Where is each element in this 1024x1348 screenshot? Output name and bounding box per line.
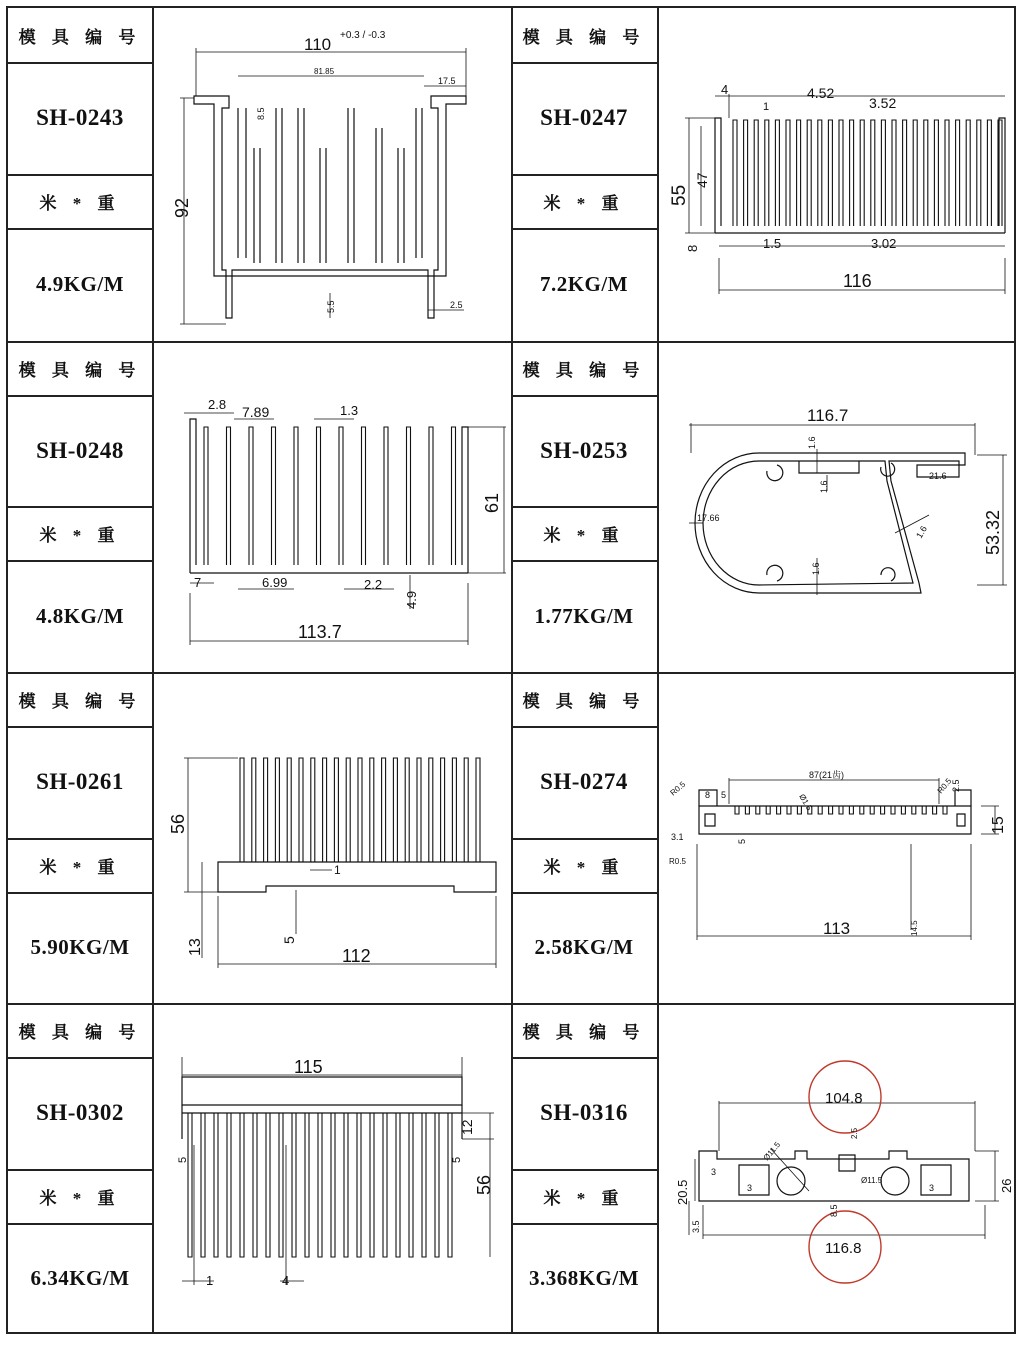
fin (275, 758, 279, 862)
fin (818, 120, 822, 226)
dim-wall: 2.8 (208, 397, 227, 412)
weight-value: 3.368KG/M (528, 1266, 640, 1290)
dim-height: 55 (669, 184, 690, 206)
fin (294, 427, 298, 565)
dim-inner: 81.85 (314, 67, 335, 76)
dim-i: 3.5 (691, 1220, 701, 1233)
dim-width: 115 (294, 1057, 323, 1077)
fin (204, 427, 208, 565)
fin (323, 758, 327, 862)
dim-base: 13 (187, 938, 204, 956)
weight-value: 4.8KG/M (35, 603, 125, 628)
dim-tolerance: +0.3 / -0.3 (340, 30, 386, 41)
fin (903, 120, 907, 226)
fin (766, 806, 770, 814)
dim-height: 15 (990, 816, 1007, 834)
dim-d: 2.5 (951, 779, 961, 792)
fin (305, 1113, 309, 1257)
weight-label: 米 * 重 (543, 1188, 625, 1208)
dim-width: 113 (823, 919, 851, 938)
dim-wall: 4 (721, 82, 729, 97)
dim-base-left: 7 (194, 575, 202, 590)
fin (818, 806, 822, 814)
fin (188, 1113, 192, 1257)
dim-slot: 8.5 (256, 107, 266, 120)
fin (860, 120, 864, 226)
dim-top: 104.8 (825, 1090, 863, 1107)
mold-code: SH-0248 (36, 437, 124, 463)
fin (405, 758, 409, 862)
dim-step-right: 5 (451, 1156, 463, 1163)
fin (396, 1113, 400, 1257)
dim-gap: 6.99 (262, 575, 288, 590)
dim-fin: 1.3 (340, 403, 359, 418)
dim-gap: 3.52 (869, 95, 897, 111)
dim-width: 113.7 (298, 622, 342, 642)
profile-drawing-sh-0302 (154, 1005, 510, 1333)
dim-gap-base: 3.02 (871, 236, 897, 251)
dim-height: 26 (999, 1178, 1014, 1193)
mold-code: SH-0316 (540, 1100, 628, 1125)
mold-code: SH-0261 (36, 769, 124, 794)
fin (839, 806, 843, 814)
profile-drawing-sh-0248 (154, 343, 510, 671)
weight-value: 5.90KG/M (30, 935, 130, 959)
fin (417, 758, 421, 862)
fin (913, 120, 917, 226)
weight-label: 米 * 重 (543, 857, 625, 877)
dim-wall-top: 1.6 (807, 436, 817, 449)
dim-fin-height: 47 (694, 172, 710, 188)
fin (292, 1113, 296, 1257)
fin (849, 806, 853, 814)
mold-code: SH-0253 (540, 437, 628, 463)
dim-b: 5 (721, 790, 727, 800)
weight-label: 米 * 重 (543, 193, 625, 213)
dim-g: 3 (929, 1183, 935, 1193)
fin (299, 758, 303, 862)
dim-height: 61 (482, 492, 502, 513)
fin (249, 427, 253, 565)
fin (344, 1113, 348, 1257)
weight-value: 7.2KG/M (539, 272, 629, 296)
fin (807, 120, 811, 226)
dim-fin-base: 1.5 (763, 236, 782, 251)
fin (227, 427, 231, 565)
profile-drawing-sh-0243 (154, 8, 510, 341)
fin (891, 806, 895, 814)
fin (860, 806, 864, 814)
dim-fin: 1 (334, 863, 341, 877)
dim-radius: R0.5 (669, 857, 686, 866)
fin (912, 806, 916, 814)
dim-flange: 17.5 (438, 76, 456, 86)
dim-fin: 1 (763, 101, 770, 113)
dim-hole: Ø1.5 (797, 792, 814, 813)
fin (839, 120, 843, 226)
dim-wall-inner: 1.6 (819, 480, 829, 493)
dim-plate: 12 (459, 1119, 475, 1135)
fin (358, 758, 362, 862)
fin (422, 1113, 426, 1257)
dim-fin: 1 (206, 1273, 214, 1288)
dim-h: 20.5 (675, 1179, 690, 1205)
dim-step-left: 5 (177, 1156, 189, 1163)
fin (829, 806, 833, 814)
dim-pitch: 7.89 (242, 404, 270, 420)
mold-number-label: 模 具 编 号 (18, 360, 142, 380)
fin (464, 758, 468, 862)
weight-label: 米 * 重 (39, 857, 121, 877)
fin (452, 758, 456, 862)
fin (892, 120, 896, 226)
fin (334, 758, 338, 862)
fin (201, 1113, 205, 1257)
fin (339, 427, 343, 565)
fin (346, 758, 350, 862)
dim-top: 87(21齿) (809, 770, 845, 780)
dim-base: 5.5 (326, 300, 336, 313)
mold-code: SH-0302 (36, 1100, 124, 1125)
fin (253, 1113, 257, 1257)
fin (966, 120, 970, 226)
weight-value: 1.77KG/M (534, 603, 634, 628)
fin (945, 120, 949, 226)
fin (922, 806, 926, 814)
dim-base: 8 (685, 244, 700, 252)
mold-number-label: 模 具 编 号 (522, 27, 646, 47)
fin (407, 427, 411, 565)
fin (871, 120, 875, 226)
mold-number-label: 模 具 编 号 (18, 691, 142, 711)
fin (272, 427, 276, 565)
dim-width: 116.7 (807, 406, 849, 425)
fin (881, 120, 885, 226)
dim-radius: R0.5 (935, 776, 954, 796)
fin (765, 120, 769, 226)
fin (775, 120, 779, 226)
dim-pitch: 4 (282, 1273, 290, 1288)
fin (777, 806, 781, 814)
mold-number-label: 模 具 编 号 (18, 1022, 142, 1042)
fin (933, 806, 937, 814)
dim-b: 3 (711, 1167, 717, 1177)
profile-drawing-sh-0261 (154, 674, 510, 1002)
fin (987, 120, 991, 226)
fin (264, 758, 268, 862)
dim-side: 14.5 (910, 920, 919, 936)
fin (287, 758, 291, 862)
dim-fin-base: 2.2 (364, 577, 383, 592)
mold-code: SH-0243 (36, 105, 124, 130)
dim-step: 5 (281, 936, 297, 944)
fin (370, 758, 374, 862)
fin (362, 427, 366, 565)
dim-base-thickness: 4.9 (404, 590, 419, 609)
dim-radius: R0.5 (668, 779, 688, 798)
fin (977, 120, 981, 226)
fin (901, 806, 905, 814)
fin (409, 1113, 413, 1257)
dim-wall-bottom: 1.6 (811, 562, 821, 575)
fin (331, 1113, 335, 1257)
mold-number-label: 模 具 编 号 (522, 1022, 646, 1042)
dim-height: 92 (172, 197, 192, 218)
dim-bottom: 116.8 (825, 1240, 862, 1257)
fin (745, 806, 749, 814)
profile-drawing-sh-0274 (659, 674, 1016, 1002)
fin (382, 758, 386, 862)
fin (452, 427, 456, 565)
fin (311, 758, 315, 862)
fin (934, 120, 938, 226)
fin (370, 1113, 374, 1257)
dim-e: 3 (747, 1183, 753, 1193)
dim-hole-left: Ø11.5 (761, 1140, 783, 1163)
fin (476, 758, 480, 862)
fin (786, 120, 790, 226)
fin (754, 120, 758, 226)
fin (266, 1113, 270, 1257)
fin (828, 120, 832, 226)
fin (850, 120, 854, 226)
fin (787, 806, 791, 814)
dim-a: 8 (705, 790, 711, 800)
fin (797, 120, 801, 226)
fin (227, 1113, 231, 1257)
fin (214, 1113, 218, 1257)
catalog-sheet (6, 6, 1016, 1334)
dim-width: 112 (342, 946, 371, 966)
profile-drawing-sh-0316 (659, 1005, 1016, 1333)
dim-e: 3.1 (671, 832, 684, 842)
fin (429, 427, 433, 565)
fin (318, 1113, 322, 1257)
dim-f: 8.5 (829, 1204, 839, 1217)
fin (317, 427, 321, 565)
dim-width: 110 (304, 35, 332, 54)
fin (448, 1113, 452, 1257)
weight-label: 米 * 重 (543, 525, 625, 545)
profile-drawing-sh-0253 (659, 343, 1016, 671)
fin (756, 806, 760, 814)
mold-code: SH-0247 (540, 105, 628, 130)
fin (733, 120, 737, 226)
dim-radius: 17.66 (697, 513, 720, 523)
mold-number-label: 模 具 编 号 (18, 27, 142, 47)
fin (956, 120, 960, 226)
weight-label: 米 * 重 (39, 1188, 121, 1208)
dim-hole-right: Ø11.5 (861, 1176, 883, 1185)
fin (429, 758, 433, 862)
dim-height: 56 (474, 1174, 494, 1195)
mold-number-label: 模 具 编 号 (522, 360, 646, 380)
profile-drawing-sh-0247 (659, 8, 1016, 341)
weight-label: 米 * 重 (39, 525, 121, 545)
fin (393, 758, 397, 862)
fin (943, 806, 947, 814)
fin (735, 806, 739, 814)
weight-label: 米 * 重 (39, 193, 121, 213)
fin (441, 758, 445, 862)
weight-value: 2.58KG/M (534, 935, 634, 959)
dim-a: 2.5 (850, 1127, 859, 1139)
dim-f: 5 (737, 838, 747, 844)
dim-pitch: 4.52 (807, 85, 835, 101)
fin (279, 1113, 283, 1257)
dim-height: 56 (168, 813, 188, 834)
weight-value: 4.9KG/M (35, 272, 125, 296)
fin (240, 758, 244, 862)
fin (881, 806, 885, 814)
mold-number-label: 模 具 编 号 (522, 691, 646, 711)
fin (797, 806, 801, 814)
dim-height: 53.32 (983, 509, 1003, 555)
dim-wall-side: 1.6 (914, 524, 929, 540)
fin (240, 1113, 244, 1257)
dim-slot: 21.6 (929, 471, 947, 481)
fin (252, 758, 256, 862)
fin (383, 1113, 387, 1257)
fin (435, 1113, 439, 1257)
fin (357, 1113, 361, 1257)
mold-code: SH-0274 (540, 769, 628, 794)
dim-foot: 2.5 (450, 300, 463, 310)
fin (384, 427, 388, 565)
dim-width: 116 (843, 271, 872, 291)
fin (870, 806, 874, 814)
fin (924, 120, 928, 226)
weight-value: 6.34KG/M (30, 1266, 130, 1290)
fin (744, 120, 748, 226)
